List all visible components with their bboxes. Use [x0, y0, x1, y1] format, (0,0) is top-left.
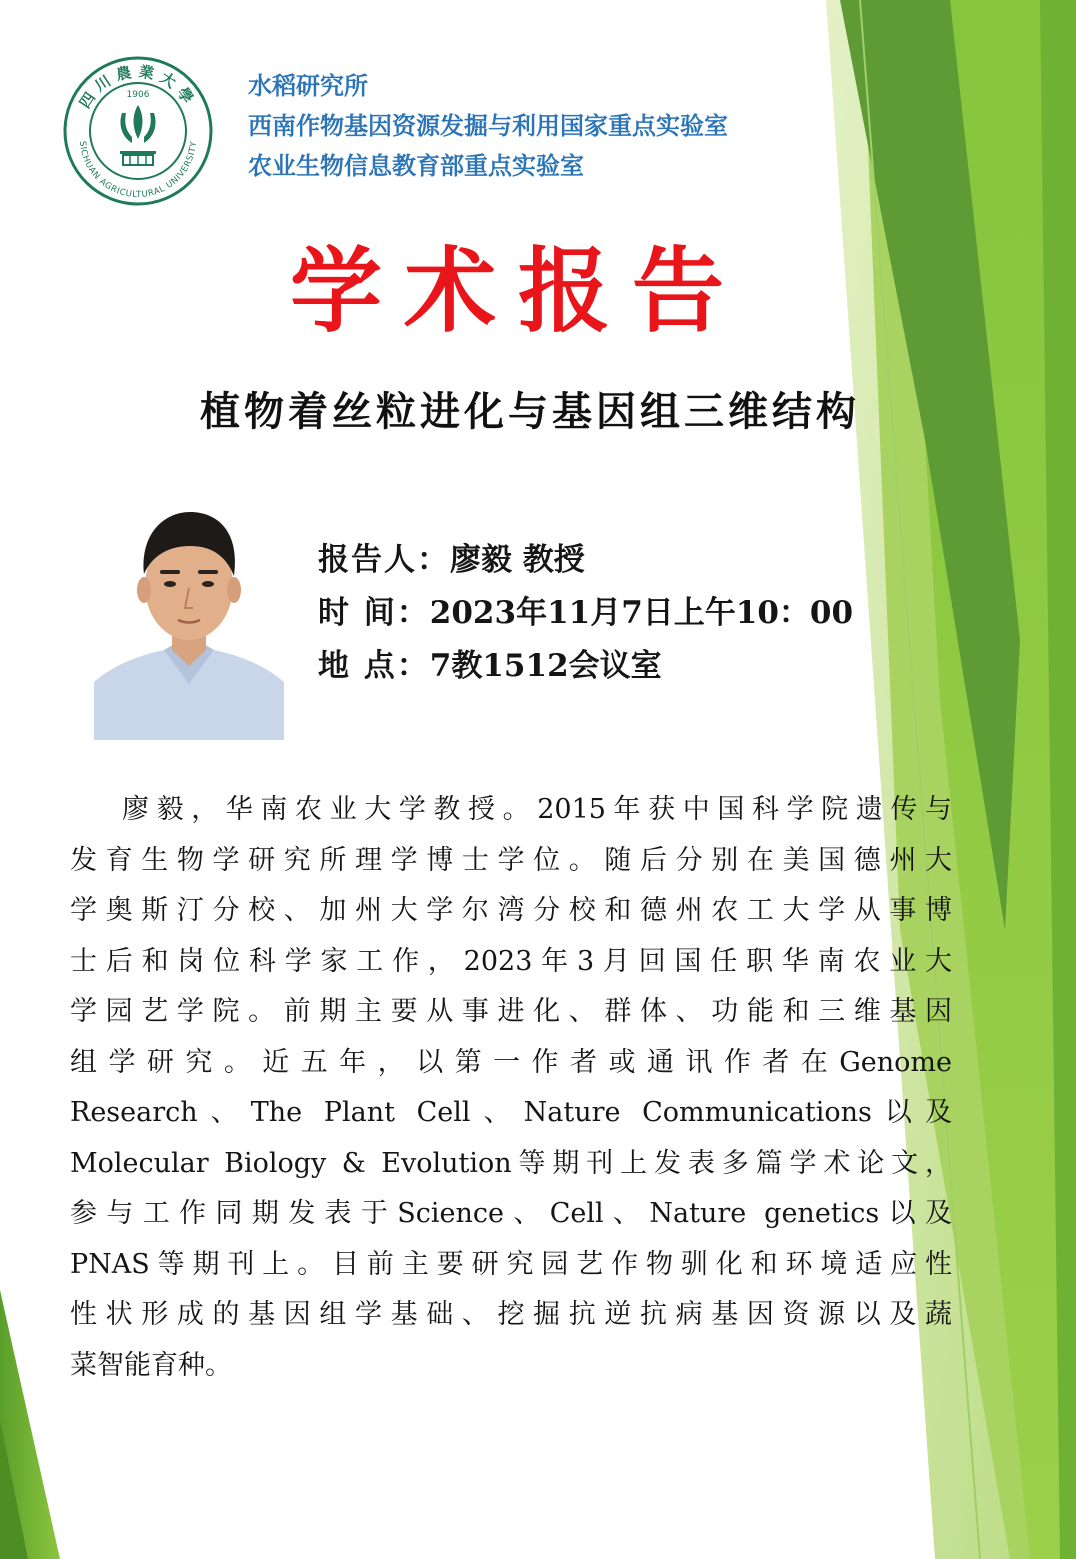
institution-line: 农业生物信息教育部重点实验室: [248, 152, 584, 180]
time-label: 时 间：: [318, 595, 430, 631]
speaker-label: 报告人：: [318, 542, 450, 578]
bio-line: 发育生物学研究所理学博士学位。随后分别在美国德州大: [70, 844, 952, 876]
speaker-value: 廖毅 教授: [450, 542, 585, 578]
bio-line: 菜智能育种。: [70, 1349, 232, 1381]
logo-year: 1906: [126, 90, 150, 100]
institution-line: 水稻研究所: [248, 72, 368, 100]
bio-line: 性状形成的基因组学基础、挖掘抗逆抗病基因资源以及蔬: [70, 1299, 952, 1330]
institution-line: 西南作物基因资源发掘与利用国家重点实验室: [248, 112, 728, 140]
time-value: 2023年11月7日上午10：00: [429, 595, 854, 631]
bio-line: 士后和岗位科学家工作，2023年3月回国任职华南农业大: [70, 945, 952, 977]
place-label: 地 点：: [318, 648, 430, 684]
page-title: 学术报告: [289, 237, 746, 345]
bio-line: 学奥斯汀分校、加州大学尔湾分校和德州农工大学从事博: [70, 895, 952, 926]
university-seal-icon: [62, 55, 214, 207]
bio-line: Research、The Plant Cell、Nature Communications以及: [70, 1097, 952, 1128]
talk-title: 植物着丝粒进化与基因组三维结构: [200, 388, 860, 435]
bio-line: 参与工作同期发表于Science、Cell、Nature genetics以及: [70, 1198, 952, 1229]
bio-line: 学园艺学院。前期主要从事进化、群体、功能和三维基因: [70, 996, 952, 1027]
time-line: [318, 587, 853, 632]
place-line: [318, 640, 662, 685]
svg-text:四川農業大學: [76, 62, 200, 111]
bio-line: Molecular Biology & Evolution等期刊上发表多篇学术论文，: [70, 1147, 952, 1179]
logo-chinese-name: 四川農業大學: [75, 62, 201, 112]
place-value: 7教1512会议室: [429, 648, 662, 684]
bio-line: 组学研究。近五年，以第一作者或通讯作者在Genome: [70, 1046, 952, 1078]
logo-english-name: SICHUAN AGRICULTURAL UNIVERSITY: [76, 140, 200, 201]
speaker-portrait: [94, 504, 284, 740]
speaker-photo: [94, 504, 284, 740]
university-logo: [62, 55, 214, 207]
speaker-line: [318, 534, 585, 579]
bio-line: PNAS等期刊上。目前主要研究园艺作物驯化和环境适应性: [70, 1248, 952, 1280]
bio-line: 廖毅，华南农业大学教授。2015年获中国科学院遗传与: [122, 794, 952, 825]
speaker-bio: [70, 785, 952, 1391]
